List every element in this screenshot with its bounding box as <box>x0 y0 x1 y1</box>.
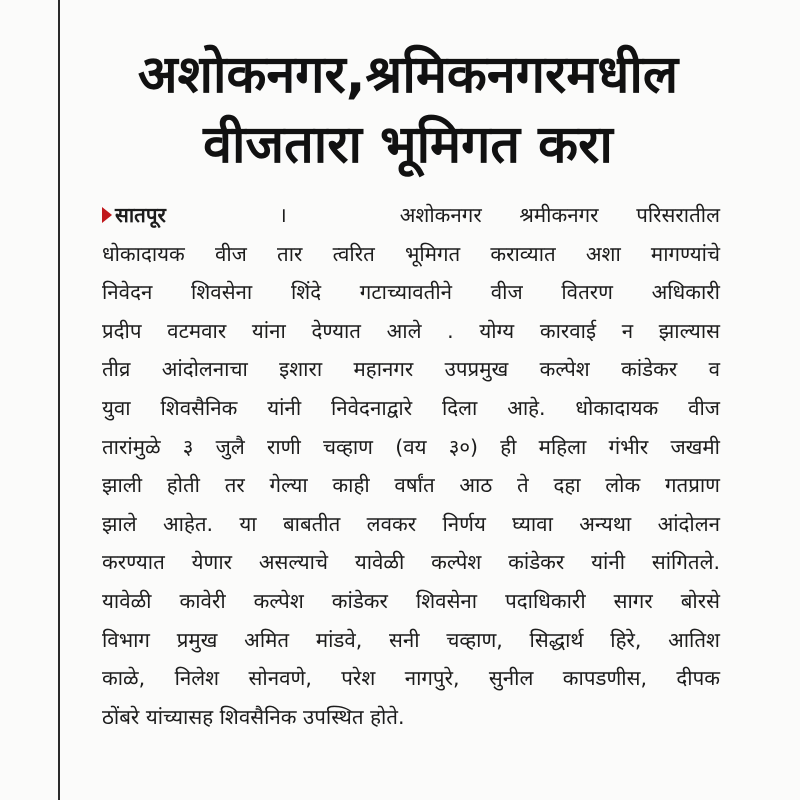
article-line: झाली होती तर गेल्या काही वर्षांत आठ ते दहा लोक गतप्राण <box>102 473 720 498</box>
headline-line-2: वीजतारा भूमिगत करा <box>203 115 613 175</box>
article-line: निवेदन शिवसेना शिंदे गटाच्यावतीने वीज वितरण अधिकारी <box>102 280 720 305</box>
article-line: यावेळी कावेरी कल्पेश कांडेकर शिवसेना पदाधिकारी सागर बोरसे <box>102 588 720 613</box>
article-body <box>102 196 720 736</box>
article-line: प्रदीप वटमवार यांना देण्यात आले . योग्य कारवाई न झाल्यास <box>102 318 720 343</box>
article-line: युवा शिवसैनिक यांनी निवेदनाद्वारे दिला आहे. धोकादायक वीज <box>102 395 720 420</box>
article-line: ठोंबरे यांच्यासह शिवसैनिक उपस्थित होते. <box>102 704 405 729</box>
article-line: काळे, निलेश सोनवणे, परेश नागपुरे, सुनील कापडणीस, दीपक <box>102 666 720 691</box>
article-line-text: अशोकनगर श्रमीकनगर परिसरातील <box>399 203 720 227</box>
article-line: तीव्र आंदोलनाचा इशारा महानगर उपप्रमुख कल्पेश कांडेकर व <box>102 357 720 382</box>
article-line <box>102 196 720 235</box>
dateline: सातपूर <box>115 203 166 227</box>
column-divider <box>58 0 60 800</box>
article-line: विभाग प्रमुख अमित मांडवे, सनी चव्हाण, सिद्धार्थ हिरे, आतिश <box>102 627 720 652</box>
article-line: तारांमुळे ३ जुलै राणी चव्हाण (वय ३०) ही महिला गंभीर जखमी <box>102 434 720 459</box>
article-line: धोकादायक वीज तार त्वरित भूमिगत कराव्यात अशा मागण्यांचे <box>102 241 720 266</box>
article-line: करण्यात येणार असल्याचे यावेळी कल्पेश कांडेकर यांनी सांगितले. <box>102 550 720 575</box>
dateline-separator: । <box>278 203 287 227</box>
article-line: झाले आहेत. या बाबतीत लवकर निर्णय घ्यावा अन्यथा आंदोलन <box>102 511 720 536</box>
dateline-marker-icon <box>102 207 112 223</box>
headline <box>68 40 748 180</box>
headline-line-1: अशोकनगर,श्रमिकनगरमधील <box>137 45 679 105</box>
